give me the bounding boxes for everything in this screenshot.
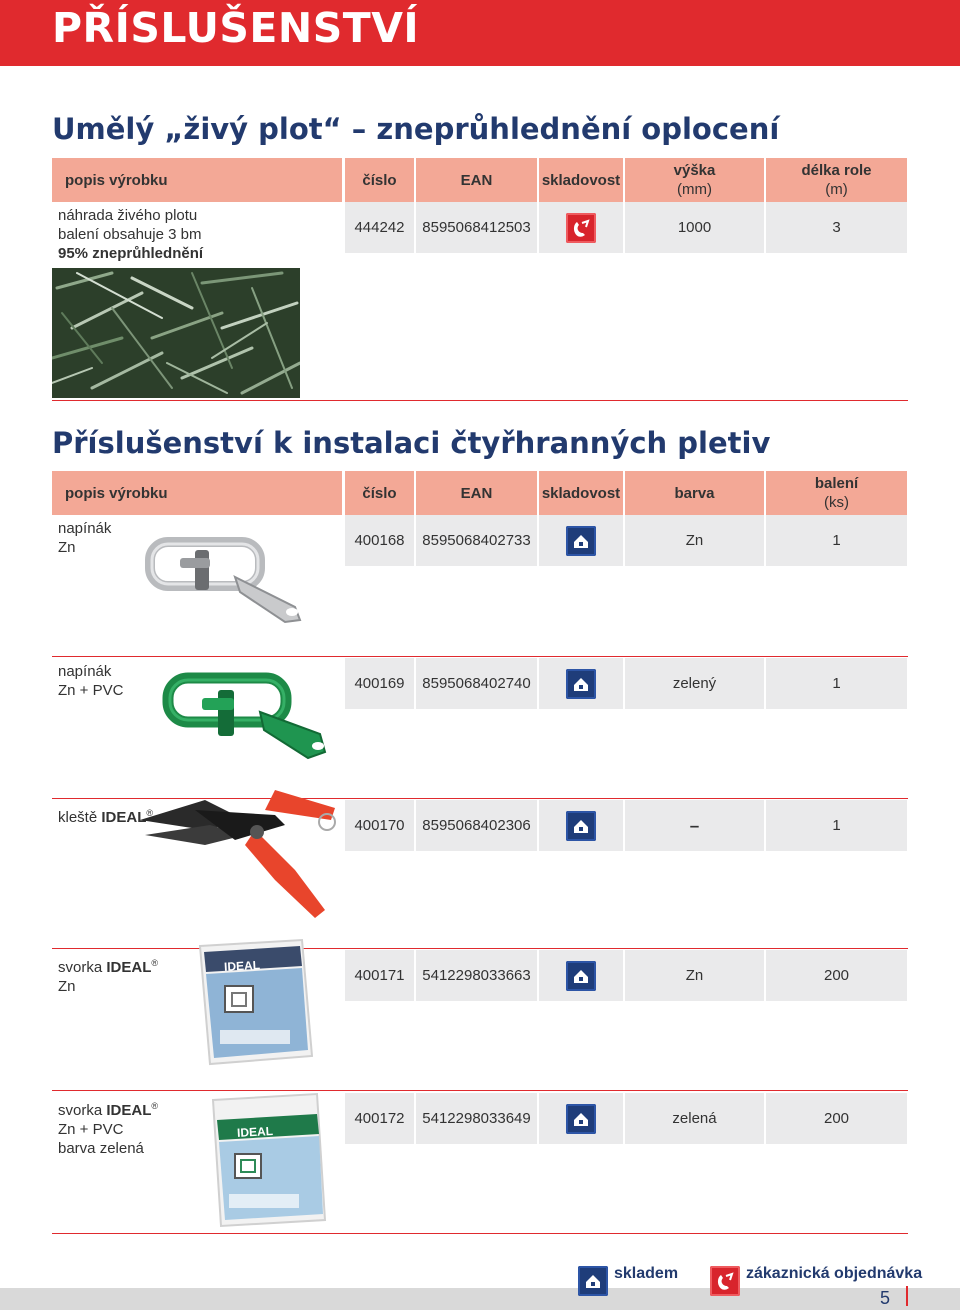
column-header-number: číslo <box>345 158 414 202</box>
divider-line <box>52 400 908 401</box>
clip-package-pvc-photo <box>205 1090 335 1230</box>
divider-line <box>52 948 908 949</box>
product-package: 1 <box>766 515 907 566</box>
column-header-number: číslo <box>345 471 414 515</box>
column-header-ean: EAN <box>416 471 537 515</box>
stock-cell <box>539 202 623 253</box>
product-description-hedge <box>58 206 203 263</box>
column-header-description: popis výrobku <box>52 158 342 202</box>
product-name-line <box>58 1097 158 1120</box>
package-brand-label: IDEAL <box>236 1124 274 1140</box>
house-icon <box>566 669 596 699</box>
registered-mark: ® <box>151 958 158 968</box>
product-number: 400169 <box>345 658 414 709</box>
brand-name: IDEAL <box>101 809 147 826</box>
product-ean: 8595068402306 <box>416 800 537 851</box>
product-description <box>58 519 111 557</box>
column-header-description: popis výrobku <box>52 471 342 515</box>
product-variant: Zn <box>58 539 76 556</box>
column-header-height <box>625 158 764 202</box>
product-name: napínák <box>58 663 112 680</box>
legend-order-label: zákaznická objednávka <box>746 1265 923 1282</box>
column-header-package-unit: (ks) <box>824 494 849 511</box>
product-description <box>58 954 158 996</box>
brand-name: IDEAL <box>106 959 152 976</box>
product-roll-length: 3 <box>766 202 907 253</box>
section-title-hedge: Umělý „živý plot“ – zneprůhlednění oplocení <box>52 112 780 146</box>
product-name: svorka <box>58 959 107 976</box>
phone-icon <box>710 1266 740 1296</box>
registered-mark: ® <box>146 808 153 818</box>
column-header-stock: skladovost <box>539 158 623 202</box>
section-title-accessories: Příslušenství k instalaci čtyřhranných pletiv <box>52 426 771 460</box>
product-number: 400171 <box>345 950 414 1001</box>
product-description <box>58 1097 158 1158</box>
product-number: 444242 <box>345 202 414 253</box>
page-marker <box>906 1286 908 1306</box>
column-header-stock: skladovost <box>539 471 623 515</box>
product-color-note: barva zelená <box>58 1140 144 1157</box>
tensioner-zn-photo <box>140 522 310 624</box>
stock-cell <box>539 950 623 1001</box>
column-header-color: barva <box>625 471 764 515</box>
product-ean: 8595068402740 <box>416 658 537 709</box>
product-color: zelený <box>625 658 764 709</box>
product-name: kleště <box>58 809 102 826</box>
product-color: Zn <box>625 950 764 1001</box>
product-color: – <box>625 800 764 851</box>
product-variant: Zn + PVC <box>58 1121 124 1138</box>
column-header-ean: EAN <box>416 158 537 202</box>
product-variant: Zn + PVC <box>58 682 124 699</box>
house-icon <box>566 1104 596 1134</box>
column-header-height-unit: (mm) <box>677 181 712 198</box>
column-header-package-label: balení <box>814 475 859 492</box>
legend-stock-label: skladem <box>614 1265 679 1282</box>
product-color: zelená <box>625 1093 764 1144</box>
product-variant: Zn <box>58 978 76 995</box>
product-number: 400168 <box>345 515 414 566</box>
product-package: 200 <box>766 950 907 1001</box>
product-package: 200 <box>766 1093 907 1144</box>
house-icon <box>566 526 596 556</box>
column-header-roll-length-unit: (m) <box>825 181 848 198</box>
stock-cell <box>539 515 623 566</box>
product-ean: 8595068402733 <box>416 515 537 566</box>
hedge-photo <box>52 268 300 398</box>
product-ean: 8595068412503 <box>416 202 537 253</box>
house-icon <box>566 811 596 841</box>
column-header-height-label: výška <box>673 162 716 179</box>
product-name: napínák <box>58 520 112 537</box>
stock-cell <box>539 658 623 709</box>
product-color: Zn <box>625 515 764 566</box>
product-ean: 5412298033663 <box>416 950 537 1001</box>
top-banner <box>0 0 960 66</box>
page-number: 5 <box>880 1288 891 1308</box>
legend-order <box>710 1266 740 1300</box>
description-line: balení obsahuje 3 bm <box>58 226 202 243</box>
description-line-bold: 95% zneprůhlednění <box>58 245 204 262</box>
product-package: 1 <box>766 658 907 709</box>
brand-name: IDEAL <box>106 1102 152 1119</box>
divider-line <box>52 656 908 657</box>
product-number: 400172 <box>345 1093 414 1144</box>
footer-bar <box>0 1288 960 1310</box>
product-ean: 5412298033649 <box>416 1093 537 1144</box>
stock-cell <box>539 1093 623 1144</box>
pliers-photo <box>135 780 345 925</box>
divider-line <box>52 1090 908 1091</box>
house-icon <box>578 1266 608 1296</box>
stock-cell <box>539 800 623 851</box>
clip-package-zn-photo <box>190 938 320 1068</box>
product-number: 400170 <box>345 800 414 851</box>
tensioner-pvc-photo <box>160 668 330 764</box>
column-header-package <box>766 471 907 515</box>
column-header-roll-length-label: délka role <box>801 162 872 179</box>
legend-stock <box>578 1266 608 1300</box>
product-name-line <box>58 954 158 977</box>
registered-mark: ® <box>151 1101 158 1111</box>
product-description <box>58 662 123 700</box>
product-name: svorka <box>58 1102 107 1119</box>
description-line: náhrada živého plotu <box>58 207 198 224</box>
column-header-roll-length <box>766 158 907 202</box>
house-icon <box>566 961 596 991</box>
divider-line <box>52 1233 908 1234</box>
phone-icon <box>566 213 596 243</box>
product-height: 1000 <box>625 202 764 253</box>
product-package: 1 <box>766 800 907 851</box>
page-title: PŘÍSLUŠENSTVÍ <box>52 4 420 52</box>
package-brand-label: IDEAL <box>223 958 261 974</box>
